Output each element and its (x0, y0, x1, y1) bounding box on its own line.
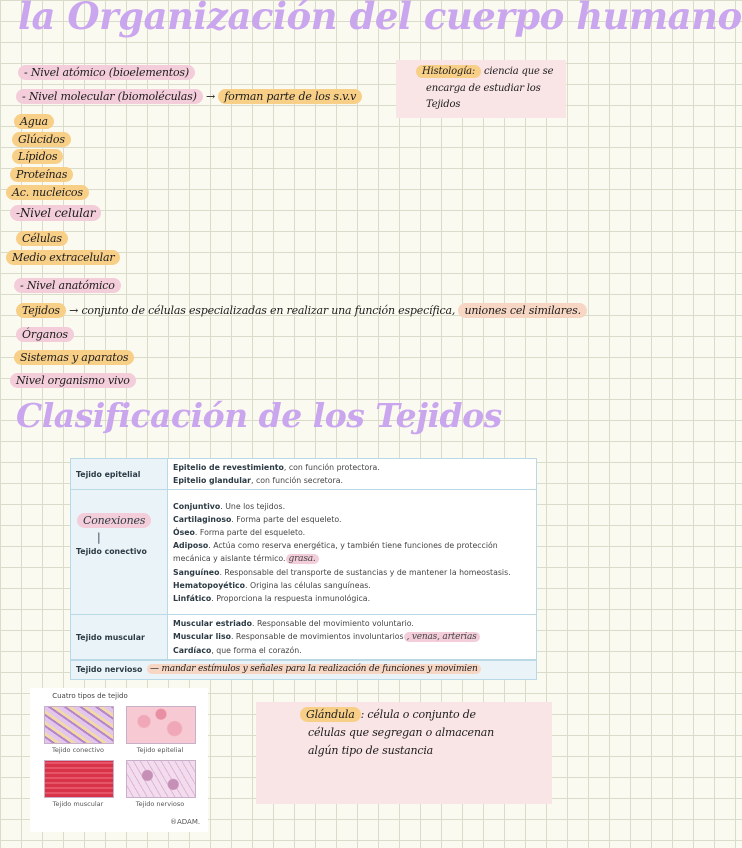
tejidos-table (70, 458, 537, 660)
tejido-muscular-image (44, 760, 114, 798)
cell-item: Células (16, 232, 68, 245)
adiposo-note: grasa. (286, 554, 319, 564)
nervioso-row (70, 660, 537, 680)
nivel-anatomico: - Nivel anatómico (14, 279, 121, 292)
nivel-celular: -Nivel celular (10, 206, 101, 220)
figure-label: Tejido nervioso (135, 800, 185, 808)
figure-label: Tejido muscular (52, 800, 104, 808)
tejido-epitelial-image (126, 706, 196, 744)
nivel-molecular: - Nivel molecular (biomoléculas) → forman parte de los s.v.v (16, 90, 362, 103)
table-row (71, 459, 537, 490)
tejidos-def-end: uniones cel similares. (458, 303, 586, 318)
table-row (71, 490, 537, 615)
nervioso-label: Tejido nervioso (76, 665, 143, 674)
arrow-icon: → (205, 90, 215, 103)
nivel-atomico: - Nivel atómico (bioelementos) (18, 66, 195, 79)
table-description-cell: Conjuntivo. Une los tejidos. Cartilaginoso. Forma parte del esqueleto. Óseo. Forma parte del esqueleto. Adiposo. Actúa como reserva energética, y también tiene funciones de protección mecánica y aislante térmico. grasa. Sanguíneo. Responsable del transporte de sustancias y de mantener la homeostasis. Hematopoyético. Origina las células sanguíneas. Linfático. Proporciona la respuesta inmunológica. (168, 490, 537, 615)
conectivo-label: Tejido conectivo (76, 547, 147, 556)
histologia-line3: Tejidos (426, 99, 461, 110)
tejidos-line (16, 304, 587, 317)
page-title: la Organización del cuerpo humano (18, 0, 742, 38)
conexiones-note: Conexiones (77, 513, 151, 528)
tejidos-def: → conjunto de células especializadas en realizar una función específica, (69, 304, 456, 317)
molecule-item: Ac. nucleicos (6, 186, 89, 199)
molecular-note: forman parte de los s.v.v (218, 89, 362, 104)
histologia-line2: encarga de estudiar los (426, 83, 541, 94)
liso-note: , venas, arterias (404, 632, 480, 642)
figure-credit: ®ADAM. (170, 818, 201, 826)
tejidos-term: Tejidos (16, 303, 66, 318)
section-title: Clasificación de los Tejidos (16, 396, 502, 435)
table-category-cell: Tejido muscular (71, 615, 168, 660)
organos-item: Órganos (16, 328, 74, 341)
table-description-cell: Epitelio de revestimiento, con función protectora. Epitelio glandular, con función secretora. (168, 459, 537, 490)
cell-item: Medio extracelular (6, 251, 120, 264)
glandula-line2: células que segregan o almacenan (308, 726, 494, 739)
tejido-nervioso-image (126, 760, 196, 798)
organismo-item: Nivel organismo vivo (10, 374, 136, 387)
glandula-term: Glándula (300, 707, 361, 722)
glandula-line1: : célula o conjunto de (360, 708, 476, 721)
table-category-cell: Tejido epitelial (71, 459, 168, 490)
figure-title: Cuatro tipos de tejido (52, 692, 128, 700)
glandula-note (256, 702, 552, 804)
molecule-item: Lípidos (12, 150, 63, 163)
figure-label: Tejido conectivo (51, 746, 105, 754)
molecule-item: Agua (14, 115, 54, 128)
figure-label: Tejido epitelial (136, 746, 184, 754)
sistemas-item: Sistemas y aparatos (14, 351, 134, 364)
tejido-conectivo-image (44, 706, 114, 744)
histologia-note (396, 60, 566, 118)
tissue-figure (30, 688, 208, 832)
table-category-cell (71, 490, 168, 615)
molecule-item: Proteínas (10, 168, 73, 181)
glandula-line3: algún tipo de sustancia (308, 744, 434, 757)
conexiones-mark: | (97, 531, 101, 544)
histologia-line1: ciencia que se (484, 66, 554, 77)
nervioso-note: — mandar estímulos y señales para la realización de funciones y movimien (147, 664, 481, 674)
molecule-item: Glúcidos (12, 133, 71, 146)
histologia-term: Histología: (416, 65, 481, 78)
table-row (71, 615, 537, 660)
table-description-cell: Muscular estriado. Responsable del movimiento voluntario. Muscular liso. Responsable de movimientos involuntarios , venas, arterias Cardíaco, que forma el corazón. (168, 615, 537, 660)
